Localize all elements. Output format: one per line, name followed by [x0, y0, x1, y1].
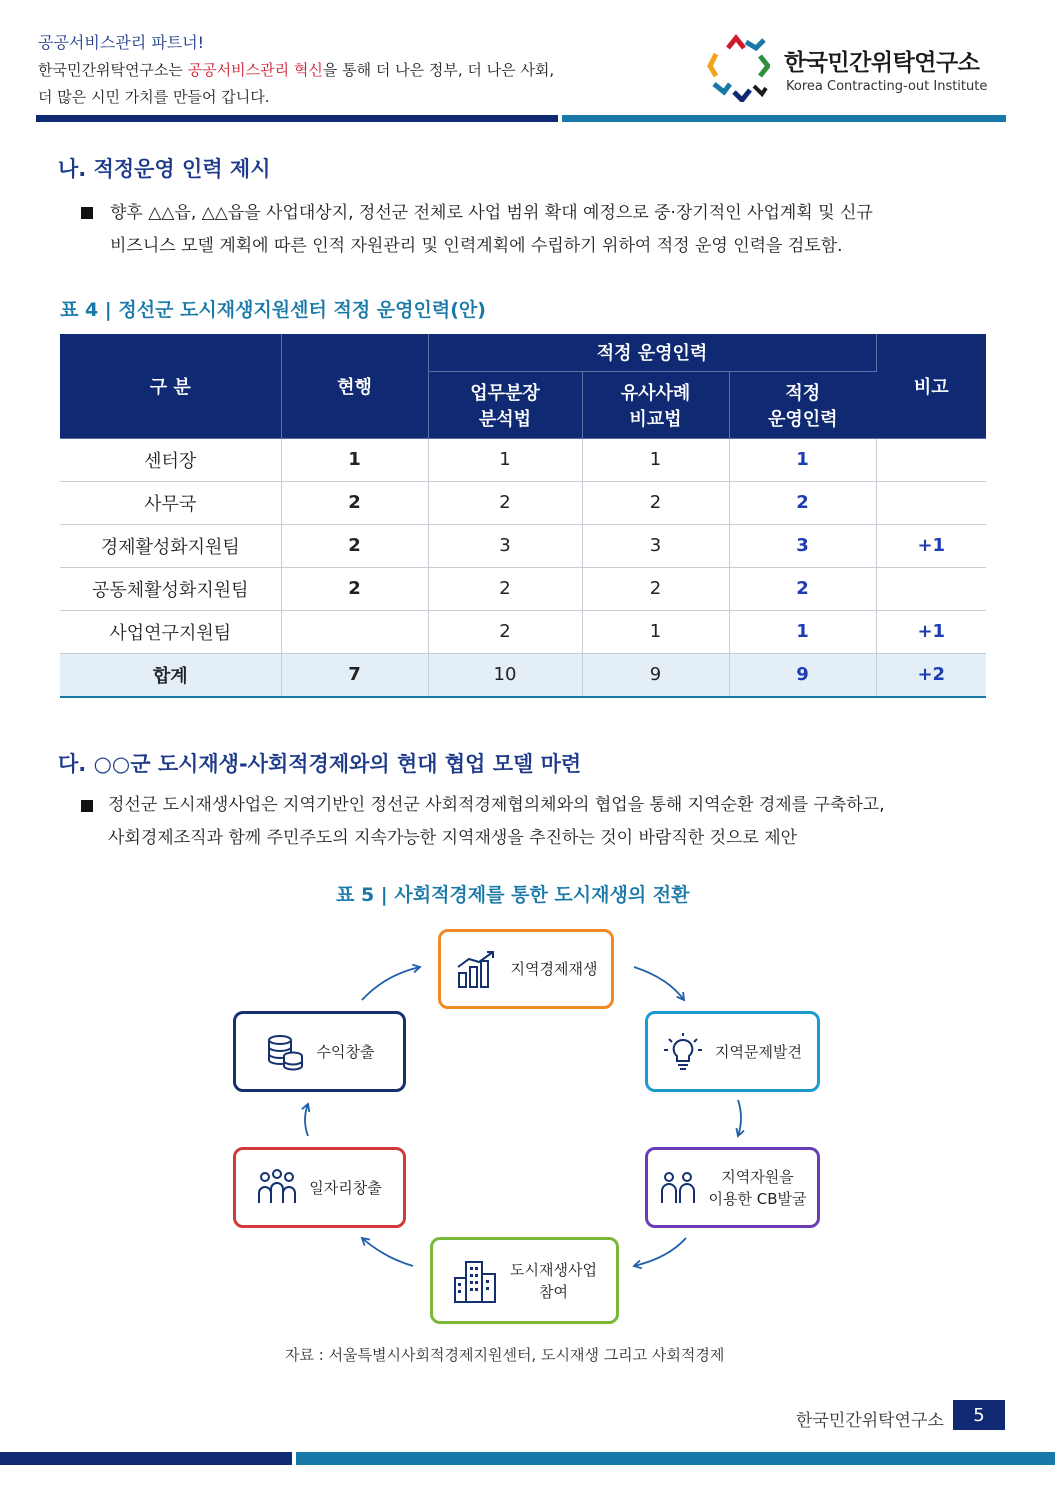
- institute-logo-icon: [706, 34, 770, 102]
- section-title-na: 나. 적정운영 인력 제시: [58, 157, 271, 181]
- node-problem-discovery: 지역문제발견: [645, 1011, 820, 1092]
- logo-korean-name: 한국민간위탁연구소: [784, 50, 980, 76]
- header-mission-line1: 한국민간위탁연구소는 공공서비스관리 혁신을 통해 더 나은 정부, 더 나은 사회,: [38, 61, 555, 79]
- header-tagline: 공공서비스관리 파트너!: [38, 33, 205, 52]
- col-header-current: 현행: [281, 334, 428, 438]
- table-row: 공동체활성화지원팀 2 2 2 2: [60, 567, 986, 610]
- header-mission-line2: 더 많은 시민 가치를 만들어 갑니다.: [38, 88, 270, 106]
- header-divider-navy: [36, 115, 558, 122]
- arrow-revenue-to-economy: [362, 967, 420, 1000]
- col-header-method2: 유사사례 비교법: [582, 371, 729, 438]
- col-header-note: 비고: [876, 334, 986, 438]
- staffing-table: [60, 334, 986, 698]
- footer-org-name: 한국민간위탁연구소: [796, 1411, 944, 1431]
- table-row: 경제활성화지원팀 2 3 3 3 +1: [60, 524, 986, 567]
- bullet-square-icon: [81, 207, 93, 219]
- source-note: 자료 : 서울특별시사회적경제지원센터, 도시재생 그리고 사회적경제: [285, 1346, 725, 1364]
- node-cb-discovery: 지역자원을 이용한 CB발굴: [645, 1147, 820, 1228]
- node-regional-economy: 지역경제재생: [438, 929, 614, 1009]
- section-da-paragraph: 정선군 도시재생사업은 지역기반인 정선군 사회적경제협의체와의 협업을 통해 지역순환 경제를 구축하고, 사회경제조직과 함께 주민주도의 지속가능한 지역재생을 추진하는 것이 바람직한 것으로 제안: [108, 795, 885, 848]
- table-row: 사무국 2 2 2 2: [60, 481, 986, 524]
- table-row: 사업연구지원팀 2 1 1 +1: [60, 610, 986, 653]
- arrow-job-to-revenue: [305, 1104, 308, 1136]
- arrow-cb-to-urban: [634, 1238, 686, 1266]
- arrow-economy-to-problem: [634, 967, 684, 1000]
- bar-chart-icon: [455, 949, 499, 989]
- building-icon: [452, 1258, 498, 1304]
- col-header-method3: 적정 운영인력: [729, 371, 876, 438]
- arrow-urban-to-job: [362, 1238, 413, 1266]
- node-revenue: 수익창출: [233, 1011, 406, 1092]
- header-divider-teal: [562, 115, 1006, 122]
- col-header-category: 구 분: [60, 334, 281, 438]
- node-job-creation: 일자리창출: [233, 1147, 406, 1228]
- arrow-problem-to-cb: [738, 1100, 741, 1136]
- table-total-row: 합계 7 10 9 9 +2: [60, 653, 986, 697]
- table4-caption: 표 4 | 정선군 도시재생지원센터 적정 운영인력(안): [60, 299, 486, 321]
- coins-icon: [265, 1032, 305, 1072]
- bullet-square-icon: [81, 800, 93, 812]
- group-icon: [257, 1169, 297, 1207]
- lightbulb-icon: [663, 1032, 703, 1072]
- section-title-da: 다. ○○군 도시재생-사회적경제와의 현대 협업 모델 마련: [58, 752, 582, 776]
- node-urban-participation: 도시재생사업 참여: [430, 1237, 619, 1324]
- footer-bar-navy: [0, 1452, 292, 1465]
- diagram-caption: 표 5 | 사회적경제를 통한 도시재생의 전환: [336, 884, 690, 906]
- header-highlight: 공공서비스관리 혁신: [187, 61, 323, 79]
- footer-bar-teal: [296, 1452, 1055, 1465]
- col-header-group: 적정 운영인력: [428, 334, 876, 371]
- page-number: 5: [953, 1400, 1005, 1430]
- table-row: 센터장 1 1 1 1: [60, 438, 986, 481]
- section-na-paragraph: 향후 △△읍, △△읍을 사업대상지, 정선군 전체로 사업 범위 확대 예정으로 중·장기적인 사업계획 및 신규 비즈니스 모델 계획에 따른 인적 자원관리 및 인력계획에 수립하기 위하여 적정 운영 인력을 검토함.: [110, 203, 873, 256]
- people-icon: [659, 1169, 697, 1207]
- logo-english-name: Korea Contracting-out Institute: [786, 79, 988, 94]
- col-header-method1: 업무분장 분석법: [428, 371, 582, 438]
